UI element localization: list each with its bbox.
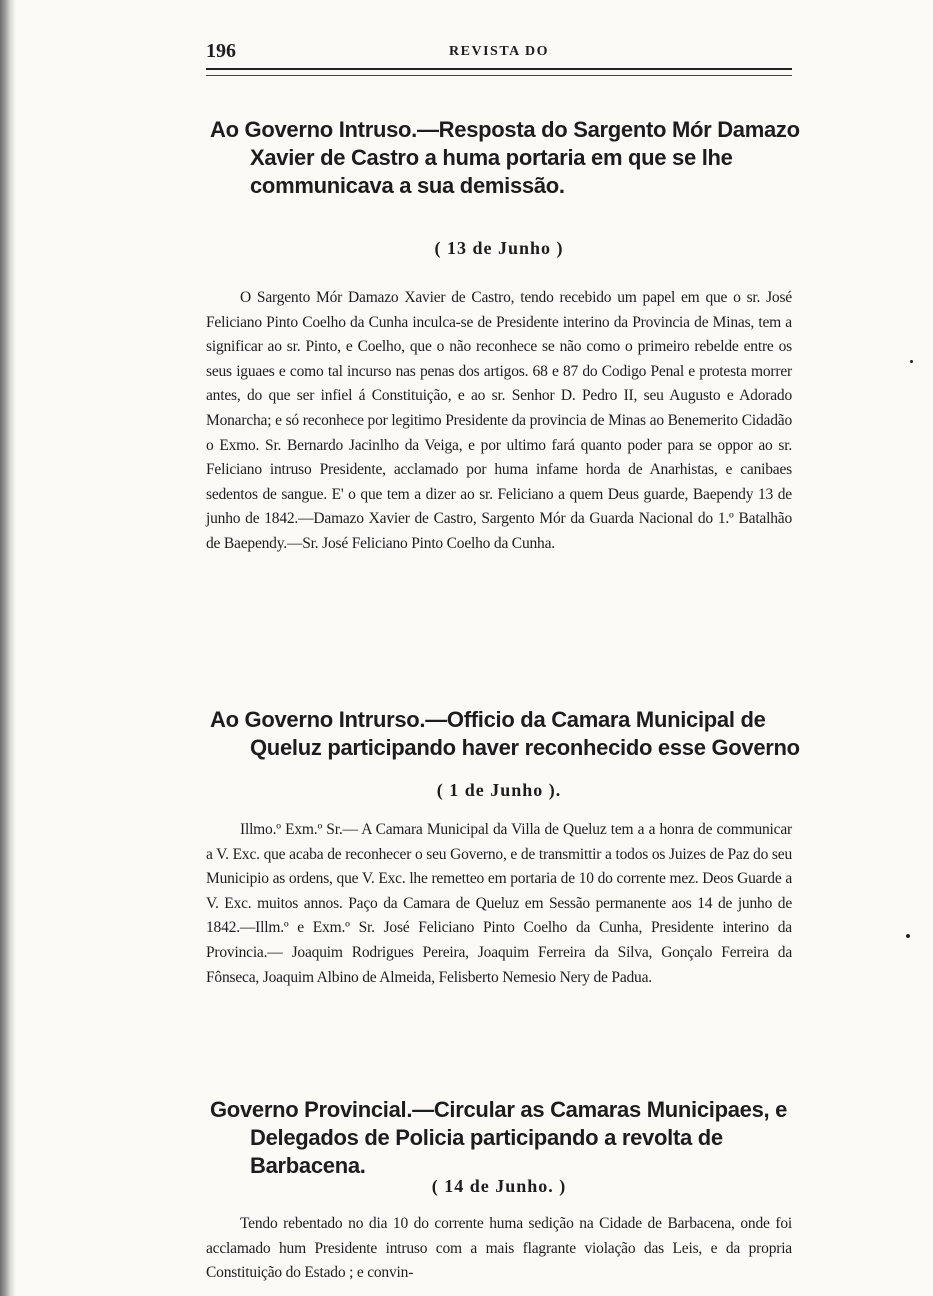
ink-speck	[910, 360, 913, 363]
document-page	[206, 0, 800, 1296]
section-date: ( 1 de Junho ).	[436, 780, 562, 800]
section-heading: Ao Governo Intruso.—Resposta do Sargento Mór Damazo Xavier de Castro a huma portaria em que se lhe communicava a sua demissão.	[210, 117, 800, 198]
section-body: Illmo.º Exm.º Sr.— A Camara Municipal da Villa de Queluz tem a a honra de communicar a V. Exc. que acaba de reconhecer o seu Governo, e de transmittir a todos os Juizes de Paz do seu Municipio as ordens, que V. Exc. lhe remetteo em portaria de 10 do corrente mez. Deos Guarde a V. Exc. muitos annos. Paço da Camara de Queluz em Sessão permanente aos 14 de junho de 1842.—Illm.º e Exm.º Sr. José Feliciano Pinto Coelho da Cunha, Presidente interino da Provincia.— Joaquim Rodrigues Pereira, Joaquim Ferreira da Silva, Gonçalo Ferreira da Fônseca, Joaquim Albino de Almeida, Felisberto Nemesio Nery de Padua.	[206, 821, 792, 986]
page-number: 196	[206, 40, 236, 62]
header-rule	[206, 68, 792, 76]
section-body: O Sargento Mór Damazo Xavier de Castro, tendo recebido um papel em que o sr. José Feliciano Pinto Coelho da Cunha inculca-se de Presidente interino da Provincia de Minas, tem a significar ao sr. Pinto, e Coelho, que o não reconhece se não como o primeiro rebelde entre os seus iguaes e como tal incurso nas penas dos artigos. 68 e 87 do Codigo Penal e protesta morrer antes, do que ser infiel á Constituição, e ao sr. Senhor D. Pedro II, seu Augusto e Adorado Monarcha; e só reconhece por legitimo Presidente da provincia de Minas ao Benemerito Cidadão o Exmo. Sr. Bernardo Jacinlho da Veiga, e por ultimo fará quanto poder para se oppor ao sr. Feliciano intruso Presidente, acclamado por huma infame horda de Anarhistas, e canibaes sedentos de sangue. E' o que tem a dizer ao sr. Feliciano a quem Deus guarde, Baependy 13 de junho de 1842.—Damazo Xavier de Castro, Sargento Mór da Guarda Nacional do 1.º Batalhão de Baependy.—Sr. José Feliciano Pinto Coelho da Cunha.	[206, 289, 792, 552]
ink-speck	[906, 934, 910, 938]
section-date: ( 14 de Junho. )	[431, 1176, 567, 1196]
book-spine-shadow	[0, 0, 16, 1296]
section-date: ( 13 de Junho )	[434, 238, 564, 258]
section-heading: Governo Provincial.—Circular as Camaras Municipaes, e Delegados de Policia participando a revolta de Barbacena.	[210, 1097, 788, 1178]
section-body: Tendo rebentado no dia 10 do corrente huma sedição na Cidade de Barbacena, onde foi acclamado hum Presidente intruso com a mais flagrante violação das Leis, e da propria Constituição do Estado ; e convin-	[206, 1215, 792, 1282]
running-title: REVISTA DO	[449, 44, 549, 59]
section-heading: Ao Governo Intrurso.—Officio da Camara Municipal de Queluz participando haver reconhecido esse Governo	[210, 707, 800, 760]
page-header	[206, 38, 792, 68]
